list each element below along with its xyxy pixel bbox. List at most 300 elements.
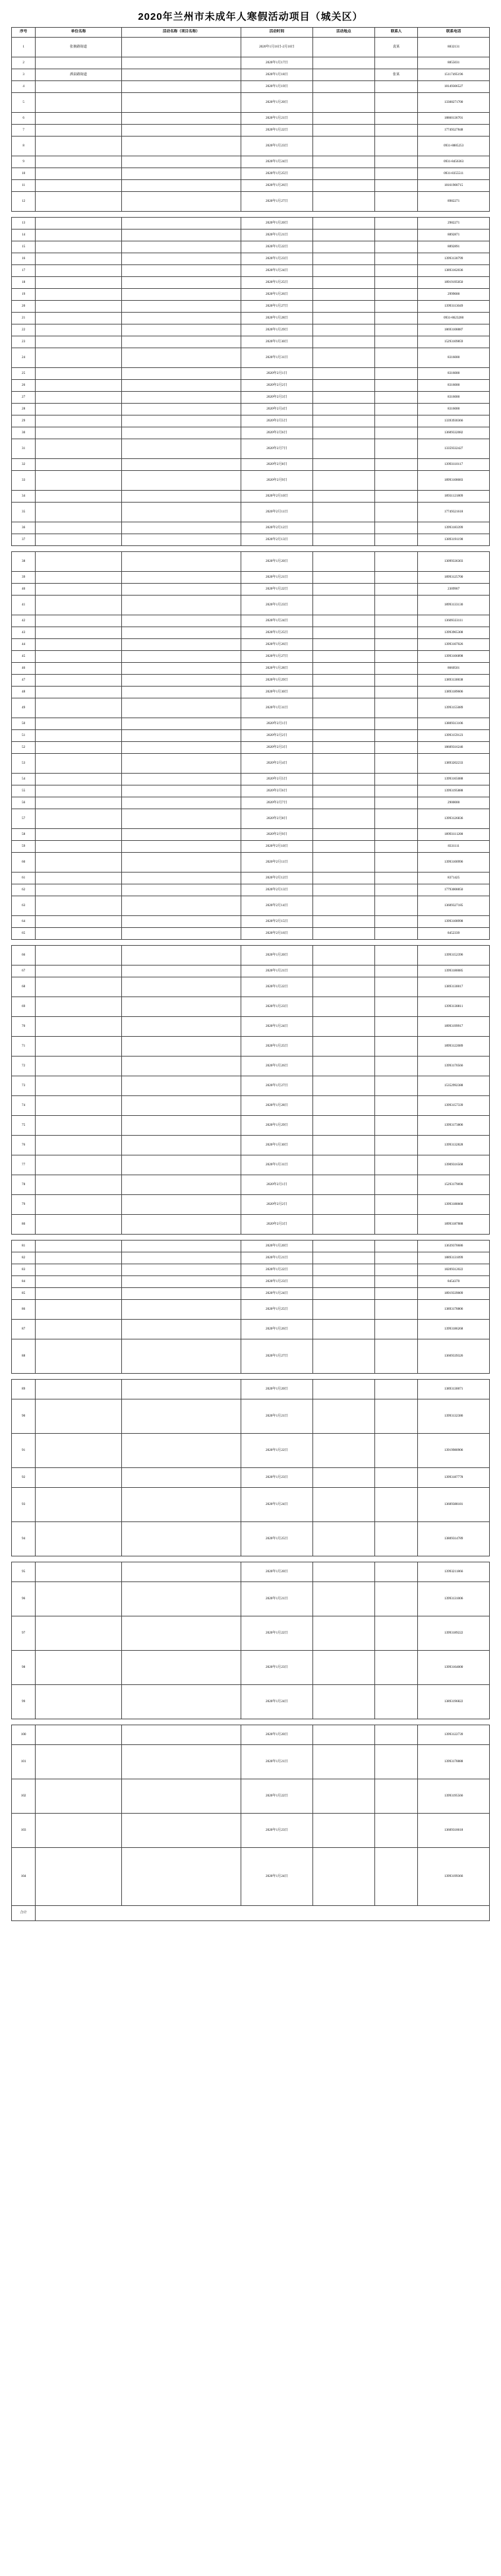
- document-page: [11, 0, 490, 1921]
- cell-index: 77: [12, 1155, 36, 1175]
- cell-index: 100: [12, 1725, 36, 1744]
- cell-activity: [121, 1036, 241, 1056]
- table-row: [12, 379, 490, 391]
- cell-time: 2020年2月7日: [241, 439, 313, 458]
- table-row: [12, 753, 490, 773]
- table-row: [12, 674, 490, 686]
- cell-unit: [36, 502, 122, 522]
- cell-index: 80: [12, 1214, 36, 1234]
- table-row: [12, 136, 490, 156]
- cell-phone: 18993108083: [418, 470, 490, 490]
- table-row: [12, 179, 490, 191]
- cell-index: 59: [12, 840, 36, 852]
- cell-index: 30: [12, 427, 36, 439]
- cell-time: 2020年1月27日: [241, 191, 313, 211]
- cell-time: 2020年1月22日: [241, 241, 313, 253]
- cell-phone: 17749321618: [418, 502, 490, 522]
- cell-unit: [36, 1175, 122, 1194]
- cell-activity: [121, 551, 241, 571]
- cell-time: 2020年1月22日: [241, 124, 313, 136]
- cell-time: 2020年1月26日: [241, 179, 313, 191]
- cell-phone: 13993130799: [418, 253, 490, 264]
- cell-activity: [121, 729, 241, 741]
- cell-time: 2020年1月26日: [241, 1056, 313, 1076]
- cell-time: 2020年2月1日: [241, 1175, 313, 1194]
- table-row: [12, 741, 490, 753]
- cell-contact: [375, 490, 418, 502]
- cell-phone: 18993111208: [418, 828, 490, 840]
- cell-contact: [375, 1399, 418, 1433]
- cell-unit: [36, 1264, 122, 1275]
- cell-location: [312, 276, 374, 288]
- cell-activity: [121, 1581, 241, 1616]
- cell-contact: 袁某: [375, 37, 418, 57]
- cell-time: 2020年2月10日: [241, 490, 313, 502]
- cell-activity: [121, 276, 241, 288]
- cell-phone: 13393930366: [418, 415, 490, 427]
- cell-time: 2020年1月21日: [241, 112, 313, 124]
- cell-phone: 13893130071: [418, 1379, 490, 1399]
- cell-phone: 8316000: [418, 391, 490, 403]
- cell-location: [312, 1275, 374, 1287]
- cell-index: 86: [12, 1299, 36, 1319]
- cell-contact: [375, 403, 418, 415]
- cell-location: [312, 1399, 374, 1433]
- cell-index: 79: [12, 1194, 36, 1214]
- cell-phone: 13893196822: [418, 1684, 490, 1719]
- cell-unit: [36, 915, 122, 927]
- cell-contact: [375, 1379, 418, 1399]
- cell-phone: 17793008850: [418, 884, 490, 896]
- cell-location: [312, 92, 374, 112]
- cell-contact: [375, 1684, 418, 1719]
- cell-contact: [375, 753, 418, 773]
- cell-phone: 13893191198: [418, 534, 490, 545]
- cell-contact: [375, 312, 418, 324]
- table-row: [12, 264, 490, 276]
- cell-unit: [36, 698, 122, 718]
- cell-index: 104: [12, 1847, 36, 1905]
- cell-unit: [36, 1095, 122, 1115]
- cell-contact: [375, 595, 418, 615]
- table-row: [12, 1847, 490, 1905]
- cell-index: 66: [12, 945, 36, 965]
- table-row: [12, 1175, 490, 1194]
- cell-unit: [36, 288, 122, 300]
- cell-activity: [121, 1616, 241, 1650]
- cell-time: 2020年1月23日: [241, 1813, 313, 1847]
- cell-phone: 13993108998: [418, 915, 490, 927]
- table-row: [12, 391, 490, 403]
- table-row: [12, 1487, 490, 1521]
- cell-time: 2020年1月27日: [241, 300, 313, 312]
- cell-index: 22: [12, 324, 36, 336]
- cell-time: 2020年2月8日: [241, 809, 313, 828]
- cell-contact: [375, 615, 418, 627]
- cell-contact: [375, 686, 418, 698]
- cell-phone: 13993110117: [418, 458, 490, 470]
- cell-location: [312, 1016, 374, 1036]
- cell-time: 2020年1月31日: [241, 348, 313, 367]
- cell-contact: [375, 896, 418, 915]
- cell-unit: [36, 1744, 122, 1779]
- cell-time: 2020年1月24日: [241, 1847, 313, 1905]
- table-row: [12, 1433, 490, 1467]
- table-row: [12, 1299, 490, 1319]
- cell-time: 2020年2月9日: [241, 828, 313, 840]
- cell-contact: [375, 1214, 418, 1234]
- cell-location: [312, 797, 374, 809]
- table-row: [12, 80, 490, 92]
- cell-unit: [36, 324, 122, 336]
- cell-time: 2020年1月22日: [241, 1779, 313, 1813]
- cell-location: [312, 470, 374, 490]
- cell-contact: [375, 797, 418, 809]
- cell-unit: [36, 773, 122, 785]
- cell-activity: [121, 852, 241, 872]
- table-row: [12, 470, 490, 490]
- cell-phone: 13993183399: [418, 522, 490, 534]
- cell-activity: [121, 1299, 241, 1319]
- cell-phone: 18993122089: [418, 1036, 490, 1056]
- cell-location: [312, 1521, 374, 1556]
- table-row: [12, 1095, 490, 1115]
- cell-phone: 15293179690: [418, 1175, 490, 1194]
- cell-unit: [36, 336, 122, 348]
- cell-phone: 13993122739: [418, 1725, 490, 1744]
- cell-location: [312, 427, 374, 439]
- table-row: [12, 124, 490, 136]
- cell-time: 2020年1月17日: [241, 57, 313, 69]
- cell-time: 2020年1月19日: [241, 80, 313, 92]
- cell-index: 49: [12, 698, 36, 718]
- cell-contact: [375, 229, 418, 241]
- table-row: [12, 1252, 490, 1264]
- cell-location: [312, 367, 374, 379]
- cell-index: 16: [12, 253, 36, 264]
- table-row: [12, 439, 490, 458]
- cell-location: [312, 241, 374, 253]
- table-row: [12, 312, 490, 324]
- cell-activity: [121, 662, 241, 674]
- cell-index: 98: [12, 1650, 36, 1684]
- cell-contact: [375, 551, 418, 571]
- cell-activity: [121, 458, 241, 470]
- cell-contact: [375, 427, 418, 439]
- table-row: [12, 156, 490, 168]
- cell-contact: [375, 1616, 418, 1650]
- cell-index: 71: [12, 1036, 36, 1056]
- cell-phone: 2999000: [418, 288, 490, 300]
- cell-contact: [375, 1016, 418, 1036]
- cell-location: [312, 741, 374, 753]
- table-row: [12, 927, 490, 939]
- cell-phone: 8316000: [418, 403, 490, 415]
- cell-time: 2020年1月21日: [241, 571, 313, 583]
- cell-phone: 2309907: [418, 583, 490, 595]
- table-row: [12, 217, 490, 229]
- cell-contact: [375, 674, 418, 686]
- cell-unit: 酒泉路街道: [36, 69, 122, 80]
- cell-phone: 13993107026: [418, 638, 490, 650]
- cell-unit: [36, 1562, 122, 1581]
- cell-phone: 13993195566: [418, 1779, 490, 1813]
- table-row: [12, 37, 490, 57]
- table-row: [12, 288, 490, 300]
- cell-contact: [375, 1339, 418, 1373]
- cell-phone: 18919195050: [418, 276, 490, 288]
- cell-location: [312, 112, 374, 124]
- cell-contact: [375, 92, 418, 112]
- cell-location: [312, 415, 374, 427]
- cell-unit: [36, 785, 122, 797]
- cell-contact: [375, 1813, 418, 1847]
- cell-location: [312, 403, 374, 415]
- cell-contact: [375, 1135, 418, 1155]
- cell-time: 2020年2月7日: [241, 797, 313, 809]
- cell-index: 74: [12, 1095, 36, 1115]
- section-gap: [12, 211, 490, 217]
- cell-unit: [36, 1299, 122, 1319]
- header-unit: 单位名称: [36, 28, 122, 38]
- cell-location: [312, 965, 374, 977]
- cell-contact: [375, 1275, 418, 1287]
- cell-unit: [36, 1016, 122, 1036]
- cell-phone: 15293109859: [418, 336, 490, 348]
- table-row: [12, 797, 490, 809]
- cell-activity: [121, 686, 241, 698]
- document-title: 2020年兰州市未成年人寒假活动项目（城关区）: [138, 11, 363, 22]
- cell-activity: [121, 872, 241, 884]
- cell-location: [312, 458, 374, 470]
- cell-activity: [121, 348, 241, 367]
- table-row: [12, 57, 490, 69]
- cell-time: 2020年2月5日: [241, 773, 313, 785]
- cell-time: 2020年1月20日: [241, 945, 313, 965]
- cell-contact: [375, 729, 418, 741]
- cell-location: [312, 217, 374, 229]
- cell-location: [312, 1095, 374, 1115]
- table-row: [12, 615, 490, 627]
- cell-activity: [121, 1433, 241, 1467]
- cell-index: 9: [12, 156, 36, 168]
- cell-index: 52: [12, 741, 36, 753]
- cell-activity: [121, 1319, 241, 1339]
- table-row: [12, 852, 490, 872]
- header-phone: 联系电话: [418, 28, 490, 38]
- cell-time: 2020年2月11日: [241, 502, 313, 522]
- cell-time: 2020年1月27日: [241, 1076, 313, 1095]
- cell-index: 38: [12, 551, 36, 571]
- cell-unit: [36, 276, 122, 288]
- cell-index: 99: [12, 1684, 36, 1719]
- table-row: [12, 809, 490, 828]
- cell-unit: [36, 1275, 122, 1287]
- cell-unit: [36, 136, 122, 156]
- cell-location: [312, 288, 374, 300]
- cell-activity: [121, 615, 241, 627]
- table-row: [12, 348, 490, 367]
- cell-time: 2020年1月28日: [241, 312, 313, 324]
- cell-activity: [121, 718, 241, 729]
- cell-unit: [36, 490, 122, 502]
- cell-time: 2020年2月3日: [241, 1214, 313, 1234]
- cell-location: [312, 379, 374, 391]
- cell-time: 2020年2月1日: [241, 367, 313, 379]
- cell-index: 63: [12, 896, 36, 915]
- cell-activity: [121, 1779, 241, 1813]
- table-row: [12, 490, 490, 502]
- cell-contact: [375, 80, 418, 92]
- cell-index: 53: [12, 753, 36, 773]
- cell-activity: [121, 884, 241, 896]
- table-row: [12, 1240, 490, 1252]
- cell-unit: [36, 997, 122, 1016]
- cell-phone: 8371425: [418, 872, 490, 884]
- cell-index: 84: [12, 1275, 36, 1287]
- cell-phone: 13809314789: [418, 1521, 490, 1556]
- table-row: [12, 1214, 490, 1234]
- cell-unit: [36, 884, 122, 896]
- cell-activity: [121, 1287, 241, 1299]
- cell-contact: [375, 1095, 418, 1115]
- cell-index: 62: [12, 884, 36, 896]
- cell-index: 91: [12, 1433, 36, 1467]
- cell-phone: 2982271: [418, 217, 490, 229]
- cell-contact: [375, 1847, 418, 1905]
- section-gap: [12, 1556, 490, 1562]
- cell-phone: 18161900715: [418, 179, 490, 191]
- cell-unit: [36, 551, 122, 571]
- cell-contact: [375, 773, 418, 785]
- cell-phone: 13609333111: [418, 615, 490, 627]
- cell-activity: [121, 809, 241, 828]
- cell-index: 46: [12, 662, 36, 674]
- table-row: [12, 698, 490, 718]
- cell-time: 2020年1月22日: [241, 1264, 313, 1275]
- cell-location: [312, 828, 374, 840]
- cell-unit: [36, 872, 122, 884]
- cell-index: 97: [12, 1616, 36, 1650]
- cell-time: 2020年1月29日: [241, 324, 313, 336]
- cell-phone: 8832131: [418, 37, 490, 57]
- table-row: [12, 1562, 490, 1581]
- cell-contact: [375, 253, 418, 264]
- cell-location: [312, 945, 374, 965]
- cell-phone: 13993132386: [418, 1399, 490, 1433]
- cell-activity: [121, 156, 241, 168]
- cell-index: 44: [12, 638, 36, 650]
- table-row: [12, 773, 490, 785]
- cell-unit: [36, 1616, 122, 1650]
- cell-unit: [36, 1287, 122, 1299]
- cell-location: [312, 179, 374, 191]
- cell-phone: 15117495196: [418, 69, 490, 80]
- cell-phone: 13893189606: [418, 686, 490, 698]
- cell-index: 101: [12, 1744, 36, 1779]
- cell-unit: [36, 896, 122, 915]
- cell-contact: [375, 348, 418, 367]
- cell-index: 43: [12, 627, 36, 638]
- cell-phone: 8892891: [418, 241, 490, 253]
- cell-contact: [375, 336, 418, 348]
- cell-activity: [121, 1813, 241, 1847]
- table-row: [12, 112, 490, 124]
- cell-unit: [36, 595, 122, 615]
- cell-contact: [375, 179, 418, 191]
- cell-index: 40: [12, 583, 36, 595]
- cell-phone: 18993133130: [418, 595, 490, 615]
- cell-index: 94: [12, 1521, 36, 1556]
- cell-unit: [36, 1467, 122, 1487]
- cell-time: 2020年1月23日: [241, 253, 313, 264]
- cell-phone: 13809313106: [418, 718, 490, 729]
- cell-location: [312, 927, 374, 939]
- cell-location: [312, 627, 374, 638]
- table-row: [12, 92, 490, 112]
- cell-location: [312, 686, 374, 698]
- cell-contact: [375, 1562, 418, 1581]
- cell-contact: [375, 1779, 418, 1813]
- cell-index: 31: [12, 439, 36, 458]
- cell-time: 2020年2月3日: [241, 391, 313, 403]
- cell-activity: [121, 785, 241, 797]
- cell-phone: 18209312022: [418, 1264, 490, 1275]
- cell-contact: [375, 915, 418, 927]
- cell-phone: 13993187778: [418, 1467, 490, 1487]
- cell-time: 2020年1月23日: [241, 1275, 313, 1287]
- cell-contact: [375, 470, 418, 490]
- cell-activity: [121, 80, 241, 92]
- cell-unit: [36, 367, 122, 379]
- cell-unit: 张掖路街道: [36, 37, 122, 57]
- cell-location: [312, 753, 374, 773]
- cell-index: 5: [12, 92, 36, 112]
- cell-activity: [121, 415, 241, 427]
- cell-index: 2: [12, 57, 36, 69]
- cell-time: 2020年1月23日: [241, 595, 313, 615]
- cell-activity: [121, 1264, 241, 1275]
- cell-index: 72: [12, 1056, 36, 1076]
- cell-unit: [36, 470, 122, 490]
- table-row: [12, 1467, 490, 1487]
- cell-phone: 13993152396: [418, 945, 490, 965]
- table-row: [12, 1275, 490, 1287]
- cell-time: 2020年1月30日: [241, 686, 313, 698]
- cell-contact: [375, 1287, 418, 1299]
- cell-time: 2020年2月2日: [241, 379, 313, 391]
- cell-time: 2020年1月24日: [241, 615, 313, 627]
- cell-location: [312, 1135, 374, 1155]
- table-row: [12, 1813, 490, 1847]
- cell-phone: 15352992388: [418, 1076, 490, 1095]
- cell-index: 45: [12, 650, 36, 662]
- cell-location: [312, 1175, 374, 1194]
- table-row: [12, 977, 490, 997]
- cell-unit: [36, 1847, 122, 1905]
- cell-contact: [375, 534, 418, 545]
- table-row: [12, 729, 490, 741]
- cell-activity: [121, 927, 241, 939]
- table-row: [12, 997, 490, 1016]
- cell-phone: 18931121809: [418, 490, 490, 502]
- cell-index: 36: [12, 522, 36, 534]
- cell-time: 2020年1月24日: [241, 156, 313, 168]
- cell-contact: [375, 583, 418, 595]
- table-row: [12, 1016, 490, 1036]
- section-gap-cell: [12, 1234, 490, 1240]
- cell-activity: [121, 241, 241, 253]
